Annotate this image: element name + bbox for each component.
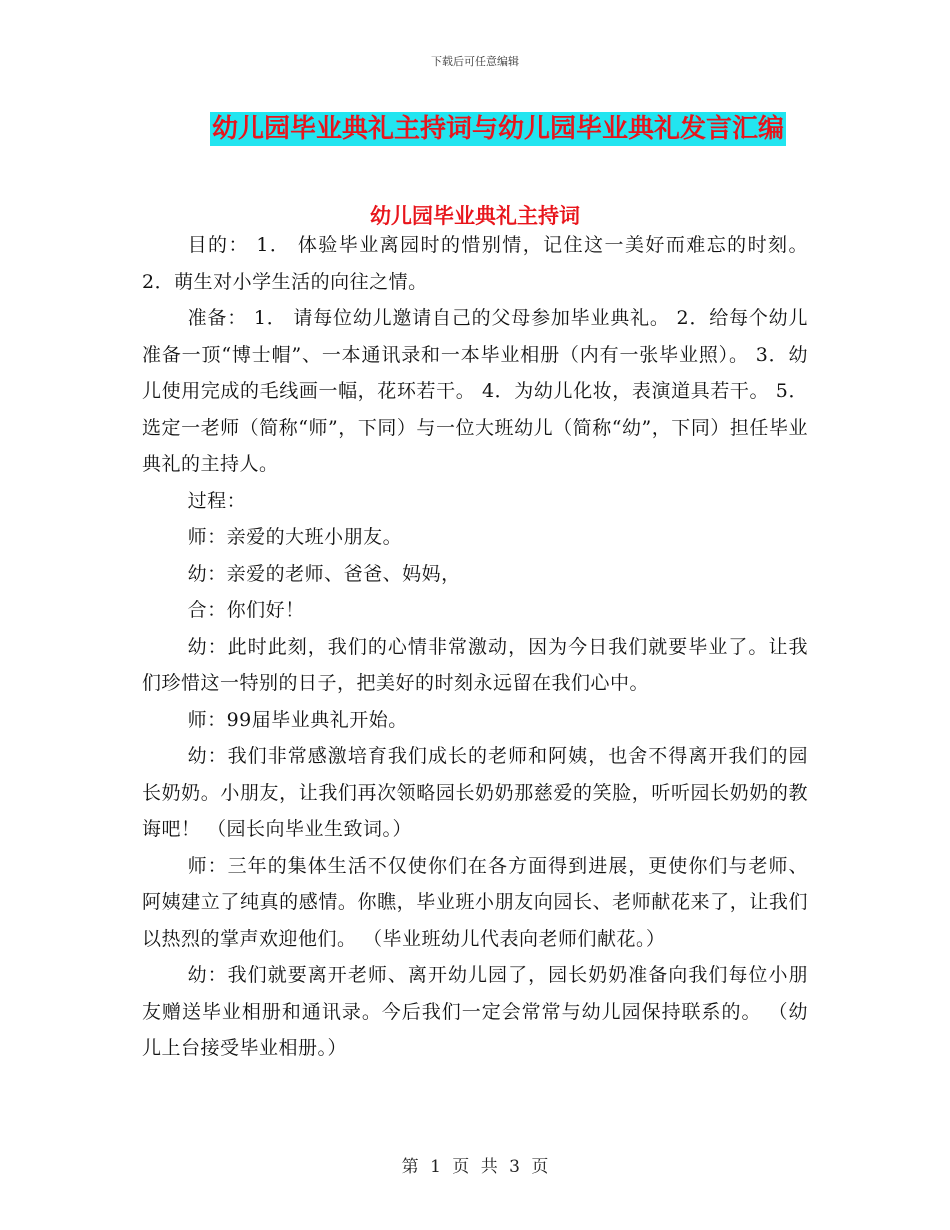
paragraph-dialogue: 幼：我们非常感激培育我们成长的老师和阿姨，也舍不得离开我们的园长奶奶。小朋友，让我们再次领略园长奶奶那慈爱的笑脸，听听园长奶奶的教诲吧！ （园长向毕业生致词。） xyxy=(142,745,808,840)
paragraph-preparation: 准备： 1． 请每位幼儿邀请自己的父母参加毕业典礼。 2．给每个幼儿准备一顶“博士帽”、一本通讯录和一本毕业相册（内有一张毕业照）。 3．幼儿使用完成的毛线画一幅，花环若干。 4．为幼儿化妆，表演道具若干。 5．选定一老师（简称“师”，下同）与一位大班幼儿（简称“幼”，下同）担任毕业典礼的主持人。 xyxy=(142,307,808,475)
main-title-wrap xyxy=(0,112,950,146)
main-title: 幼儿园毕业典礼主持词与幼儿园毕业典礼发言汇编 xyxy=(211,114,784,144)
paragraph-dialogue: 幼：亲爱的老师、爸爸、妈妈， xyxy=(187,562,461,585)
paragraph-dialogue: 师：99届毕业典礼开始。 xyxy=(187,708,408,731)
section-title: 幼儿园毕业典礼主持词 xyxy=(370,204,580,228)
paragraph-process-heading: 过程： xyxy=(187,489,247,512)
header-note: 下载后可任意编辑 xyxy=(431,55,519,68)
paragraph-purpose: 目的： 1． 体验毕业离园时的惜别情，记住这一美好而难忘的时刻。 2．萌生对小学生活的向往之情。 xyxy=(142,234,808,293)
paragraph-dialogue: 合：你们好！ xyxy=(187,599,305,621)
paragraph-dialogue: 幼：我们就要离开老师、离开幼儿园了，园长奶奶准备向我们每位小朋友赠送毕业相册和通讯录。今后我们一定会常常与幼儿园保持联系的。 （幼儿上台接受毕业相册。） xyxy=(142,964,808,1059)
paragraph-dialogue: 师：三年的集体生活不仅使你们在各方面得到进展，更使你们与老师、阿姨建立了纯真的感情。你瞧，毕业班小朋友向园长、老师献花来了，让我们以热烈的掌声欢迎他们。 （毕业班幼儿代表向老师们献花。） xyxy=(142,854,808,950)
page-number-footer: 第 1 页 共 3 页 xyxy=(401,1157,549,1177)
paragraph-dialogue: 师：亲爱的大班小朋友。 xyxy=(187,526,403,548)
paragraph-dialogue: 幼：此时此刻，我们的心情非常激动，因为今日我们就要毕业了。让我们珍惜这一特别的日子，把美好的时刻永远留在我们心中。 xyxy=(142,635,808,694)
document-body xyxy=(142,227,808,1067)
